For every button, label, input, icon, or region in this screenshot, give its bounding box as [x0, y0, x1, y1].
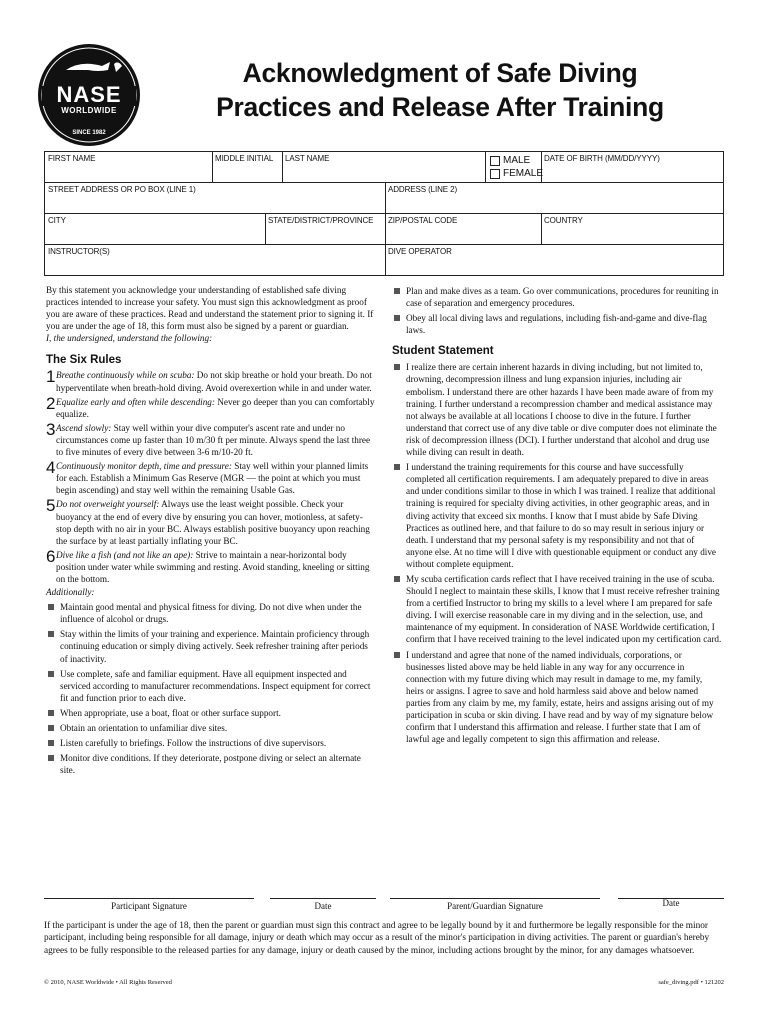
- square-bullet-icon: [48, 671, 54, 677]
- additional-item-text: Listen carefully to briefings. Follow the instructions of dive supervisors.: [60, 738, 327, 749]
- additional-item-text: Obtain an orientation to unfamiliar dive sites.: [60, 723, 228, 733]
- statement-item: [392, 573, 722, 646]
- form-divider: [385, 182, 386, 213]
- female-checkbox[interactable]: [490, 168, 543, 179]
- zip-field[interactable]: ZIP/POSTAL CODE: [388, 216, 458, 225]
- square-bullet-icon: [394, 364, 400, 370]
- practice-item: [392, 285, 722, 309]
- date-label-1: Date: [314, 901, 332, 911]
- form-divider: [541, 213, 542, 244]
- rule-body: Do not skip breathe or hold your breath. Do not hyperventilate when breath-hold diving. Avoid overexertion while in and under water.: [56, 370, 372, 393]
- logo-sub: WORLDWIDE: [61, 106, 117, 115]
- rule-lead: Ascend slowly:: [56, 422, 112, 433]
- square-bullet-icon: [394, 464, 400, 470]
- square-bullet-icon: [394, 576, 400, 582]
- rule-item: [46, 498, 376, 546]
- student-statement-list: [392, 361, 722, 745]
- rule-number: 5: [46, 496, 56, 516]
- right-column: [392, 282, 722, 745]
- form-divider: [265, 213, 266, 244]
- participant-signature-label: Participant Signature: [111, 901, 187, 911]
- rule-text: [56, 460, 376, 496]
- undersigned-text: I, the undersigned, understand the following:: [46, 333, 213, 344]
- male-label: MALE: [503, 155, 531, 166]
- rule-body: Always use the least weight possible. Check your buoyancy at the end of every dive by ensuring you can hover, motionless, at safety-stop depth with no air in your BC. Always establish positive buoyancy upon reaching the surface by at least partially inflating your BC.: [56, 499, 370, 546]
- practice-item: [392, 312, 722, 336]
- rules-list: [46, 369, 376, 585]
- rule-text: [56, 396, 376, 420]
- intro-paragraph: By this statement you acknowledge your understanding of established safe diving practices intended to increase your safety. You must sign this acknowledgment as proof you are aware of these practices. Read and understand the statement prior to signing it. If you are under the age of 18, this form must also be signed by a parent or guardian.: [46, 285, 374, 332]
- form-divider: [212, 152, 213, 182]
- page-title: [160, 56, 720, 124]
- participant-signature-line[interactable]: [44, 898, 254, 899]
- left-column: [46, 284, 376, 776]
- six-rules-heading: The Six Rules: [46, 354, 122, 367]
- rule-item: [46, 546, 376, 585]
- statement-item-text: I understand and agree that none of the named individuals, corporations, or businesses listed above may be held liable in any way for any occurrence in connection with my future diving which may result in damage to me, my family, heirs or assigns. I agree to save and hold harmless said above and below named parties from any claim by me, my family, estate, heirs and assigns arising out of my participation in scuba or skin diving. I have read and by way of my signature below confirm that I understand this affirmation and release. I further state that I am of lawful age and legally competent to sign this affirmation and release.: [406, 649, 714, 745]
- city-field[interactable]: CITY: [48, 216, 66, 225]
- additional-item: [46, 752, 376, 776]
- checkbox-icon: [490, 156, 500, 166]
- country-field[interactable]: COUNTRY: [544, 216, 583, 225]
- additional-item-text: When appropriate, use a boat, float or other surface support.: [60, 707, 281, 718]
- practice-item-text: Plan and make dives as a team. Go over communications, procedures for reuniting in case of separation and emergency procedures.: [406, 286, 719, 309]
- title-line-2: Practices and Release After Training: [216, 92, 664, 122]
- square-bullet-icon: [394, 315, 400, 321]
- rule-number: 3: [46, 419, 56, 439]
- guardian-signature-line[interactable]: [390, 898, 600, 899]
- rule-item: [46, 369, 376, 393]
- square-bullet-icon: [48, 755, 54, 761]
- rule-number: 1: [46, 367, 56, 387]
- rule-body: Stay well within your planned limits for each. Establish a Minimum Gas Reserve (MGR — the point at which you must begin ascending) and stay well within the remaining Usable Gas.: [56, 461, 369, 496]
- additional-item-text: Monitor dive conditions. If they deteriorate, postpone diving or select an alternate site.: [60, 753, 361, 776]
- form-divider: [45, 182, 723, 183]
- rule-number: 6: [46, 546, 56, 566]
- square-bullet-icon: [48, 631, 54, 637]
- dob-field[interactable]: DATE OF BIRTH (MM/DD/YYYY): [544, 154, 660, 163]
- statement-item: [392, 649, 722, 746]
- additional-item: [46, 668, 376, 704]
- additional-item: [46, 707, 376, 719]
- additional-list: [46, 601, 376, 776]
- rule-text: [56, 549, 376, 585]
- state-field[interactable]: STATE/DISTRICT/PROVINCE: [268, 216, 374, 225]
- middle-initial-field[interactable]: MIDDLE INITIAL: [215, 154, 274, 163]
- rule-text: [56, 422, 376, 458]
- rule-text: [56, 498, 376, 546]
- street-address-field[interactable]: STREET ADDRESS OR PO BOX (LINE 1): [48, 185, 196, 194]
- guardian-signature-label: Parent/Guardian Signature: [447, 901, 543, 911]
- file-reference: safe_diving.pdf • 121202: [658, 979, 724, 986]
- rule-body: Strive to maintain a near-horizontal body position under water while swimming and resting. Avoid standing, kneeling or sitting on the bottom.: [56, 549, 370, 584]
- date-line-1[interactable]: [270, 898, 376, 899]
- additionally-label: Additionally:: [46, 587, 95, 598]
- female-label: FEMALE: [503, 168, 544, 179]
- form-divider: [45, 244, 723, 245]
- form-divider: [282, 152, 283, 182]
- additional-item-text: Stay within the limits of your training and experience. Maintain proficiency through continuing education or simply diving actively. Seek refresher training after periods of inactivity.: [60, 629, 370, 664]
- student-statement-heading: Student Statement: [392, 345, 494, 358]
- statement-item: [392, 461, 722, 570]
- additional-item-text: Maintain good mental and physical fitness for diving. Do not dive when under the influence of alcohol or drugs.: [60, 602, 362, 625]
- rule-lead: Dive like a fish (and not like an ape):: [56, 549, 194, 560]
- additional-item: [46, 737, 376, 749]
- rule-body: Never go deeper than you can comfortably equalize.: [56, 396, 375, 419]
- additional-item-text: Use complete, safe and familiar equipment. Have all equipment inspected and serviced according to manufacturer recommendations. Inspect equipment for correct fit and function prior to each dive.: [60, 668, 371, 703]
- statement-item-text: My scuba certification cards reflect that I have received training in the use of scuba. Should I neglect to maintain these skills, I know that I must receive refresher training from a certified Instructor to bring my skills to a level where I am prepared for safe diving. I will exercise reasonable care in my diving and in the selection, use, and maintenance of my equipment. In consideration of NASE Worldwide certification, I confirm that I have received training to the level indicated upon my certification card.: [406, 573, 722, 645]
- square-bullet-icon: [48, 725, 54, 731]
- dive-operator-field[interactable]: DIVE OPERATOR: [388, 247, 452, 256]
- logo-since: SINCE 1982: [72, 130, 106, 136]
- rule-lead: Equalize early and often while descending:: [56, 396, 215, 407]
- address-line2-field[interactable]: ADDRESS (LINE 2): [388, 185, 458, 194]
- rule-item: [46, 460, 376, 496]
- rule-lead: Continuously monitor depth, time and pressure:: [56, 461, 232, 472]
- date-label-2: Date: [662, 898, 680, 908]
- additional-item: [46, 601, 376, 625]
- minor-paragraph: If the participant is under the age of 18, then the parent or guardian must sign this contract and agree to be legally bound by it and furthermore be legally responsible for the minor participant, including being responsible for all damage, injury or death which may occur as a result of the minor's participation in diving activities. The parent or guardian's hereby agrees to be fully responsible to the released parties for any damage, injury or death caused by the minor, including actions brought by the minor, for any damages whatsoever.: [44, 921, 710, 956]
- rule-number: 2: [46, 393, 56, 413]
- square-bullet-icon: [394, 288, 400, 294]
- male-checkbox[interactable]: [490, 155, 530, 166]
- form-divider: [485, 152, 486, 182]
- square-bullet-icon: [48, 710, 54, 716]
- checkbox-icon: [490, 169, 500, 179]
- practice-item-text: Obey all local diving laws and regulations, including fish-and-game and dive-flag laws.: [406, 313, 707, 336]
- copyright: © 2010, NASE Worldwide • All Rights Reserved: [44, 979, 172, 986]
- square-bullet-icon: [48, 740, 54, 746]
- form-divider: [385, 244, 386, 276]
- logo-name: NASE: [56, 82, 122, 107]
- rule-body: Stay well within your dive computer's ascent rate and under no circumstances come up faster than 10 m/30 ft per minute. Always spend the last three to five minutes of every dive between 3-6 m/10-20 ft.: [56, 422, 371, 458]
- additional-item: [46, 722, 376, 734]
- rule-item: [46, 393, 376, 420]
- rule-lead: Do not overweight yourself:: [56, 499, 160, 510]
- square-bullet-icon: [394, 652, 400, 658]
- rule-lead: Breathe continuously while on scuba:: [56, 370, 195, 381]
- statement-item: [392, 361, 722, 458]
- rule-number: 4: [46, 458, 56, 478]
- team-list: [392, 285, 722, 336]
- last-name-field[interactable]: LAST NAME: [285, 154, 330, 163]
- nase-logo: [36, 42, 142, 148]
- title-line-1: Acknowledgment of Safe Diving: [242, 58, 638, 88]
- form-divider: [45, 213, 723, 214]
- statement-item-text: I understand the training requirements for this course and have successfully completed all certification requirements. I am adequately prepared to dive in areas and under conditions similar to those in which I was trained. I realize that additional training is required for specialty diving activities, in other geographic areas, and in diving activity that exceed six months. I know that I must abide by Safe Diving Practices as outlined here, and that failure to do so may result in serious injury or death. I understand that my personal safety is my responsibility and not that of anyone else. At no time will I dive with questionable equipment or conduct any dive without complete equipment.: [406, 462, 717, 569]
- additional-item: [46, 628, 376, 664]
- form-divider: [385, 213, 386, 244]
- square-bullet-icon: [48, 604, 54, 610]
- rule-item: [46, 419, 376, 458]
- statement-item-text: I realize there are certain inherent hazards in diving including, but not limited to, drowning, decompression illness and lung expansion injuries, including air embolism. I understand there are other hazards I have been made aware of from my training. I further understand a recompression chamber and medical assistance may not always be available at all locations I choose to dive in the future. I further understand that correct use of any dive table or dive computer does not eliminate the risk of decompression illness (DCI). I further understand that alcohol and drug use while diving can result in death.: [406, 362, 717, 458]
- participant-info-form: [44, 151, 724, 276]
- rule-text: [56, 369, 376, 393]
- instructor-field[interactable]: INSTRUCTOR(S): [48, 247, 110, 256]
- first-name-field[interactable]: FIRST NAME: [48, 154, 96, 163]
